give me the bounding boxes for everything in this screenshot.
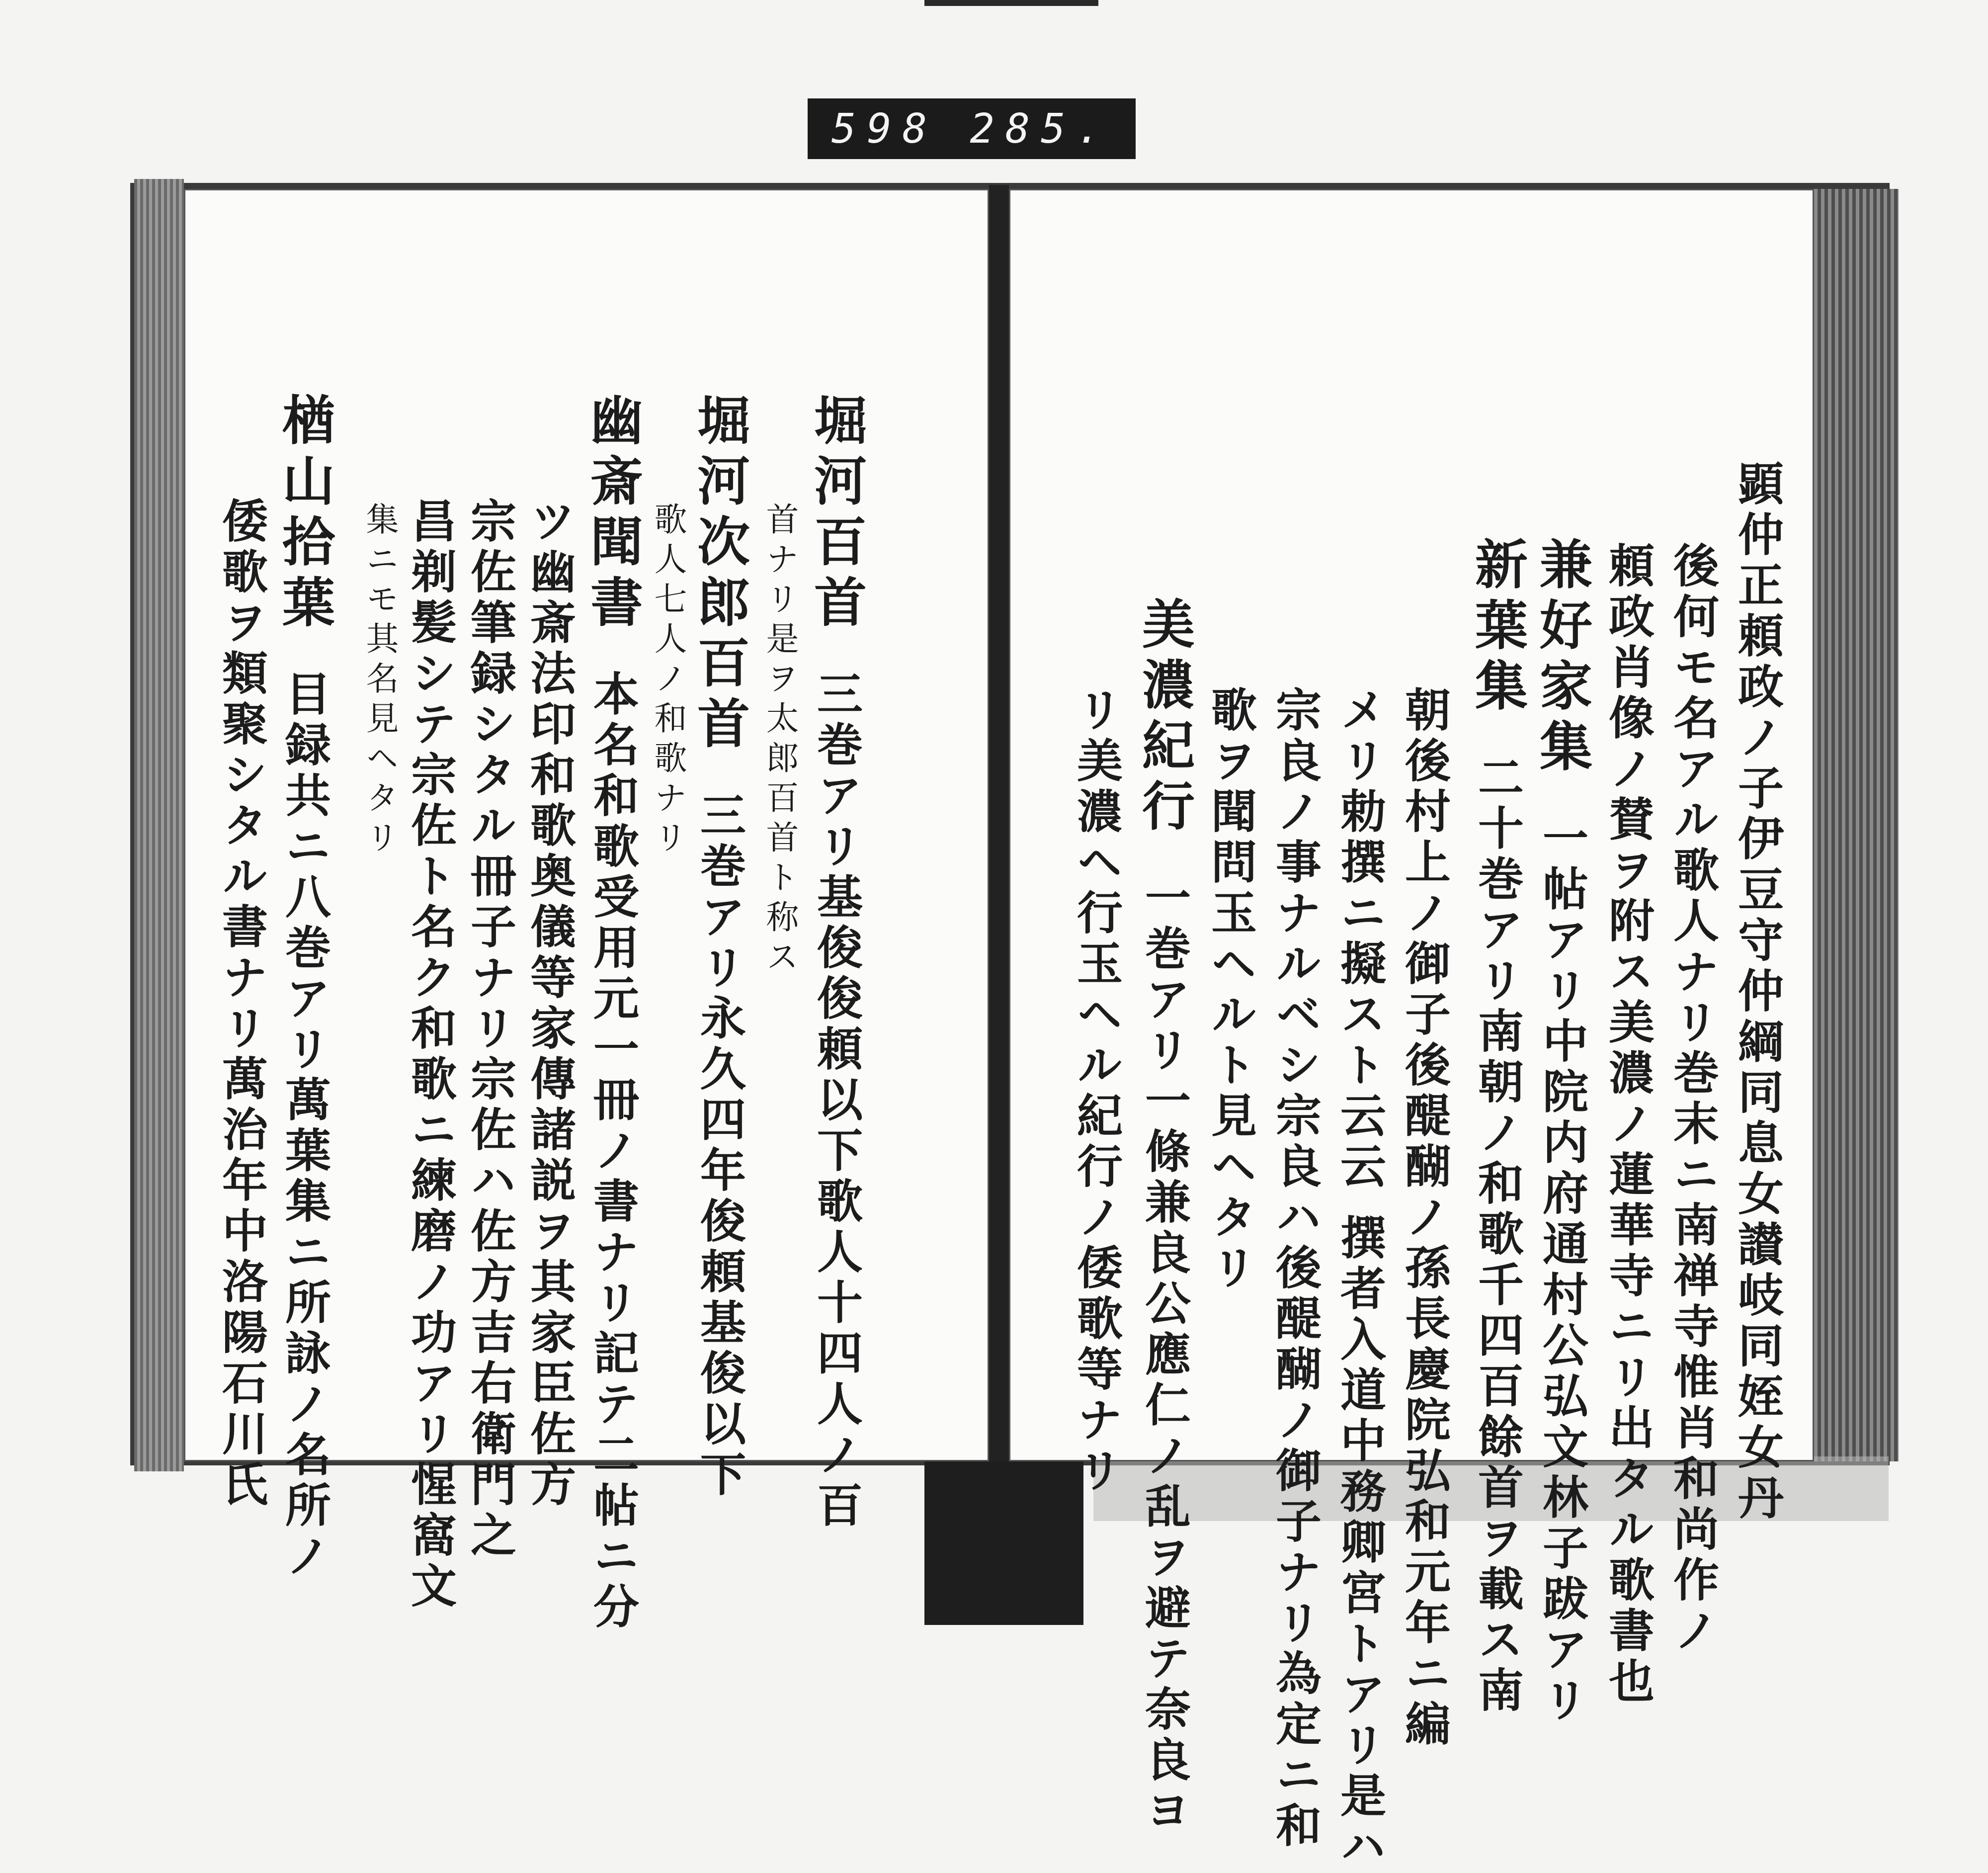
entry-yusai-kikigaki [582,393,644,1633]
entry-horikawa-hyakushu [806,393,868,1532]
text-column: 歌ヲ聞問玉ヘルト見ヘタリ [1204,686,1257,1294]
label-number-left: 598 [831,105,938,153]
right-page-edges [1814,189,1899,1461]
entry-title: 幽斎聞書 [582,393,644,635]
text-column: 昌剃髪シテ宗佐ト名ク和歌ニ練磨ノ功アリ惺窩文 [404,497,457,1613]
entry-text: 三巻アリ基俊俊頼以下歌人十四人ノ百 [810,670,863,1532]
entry-note: 集ニモ其名見ヘタリ [360,502,399,860]
entry-text: 目録共ニ八巻アリ萬葉集ニ所詠ノ名所ノ [278,670,331,1583]
entry-text: 三巻アリ永久四年俊頼基俊以下 [693,791,746,1501]
entry-title: 兼好家集 [1531,537,1593,779]
entry-note: 首ナリ是ヲ太郎百首ト称ス [760,502,799,979]
entry-shinyoshu [1467,537,1529,1717]
text-column: リ美濃ヘ行玉ヘル紀行ノ倭歌等ナリ [1070,686,1123,1497]
entry-text: 一帖アリ中院内府通村公弘文林子跋アリ [1535,814,1589,1727]
entry-narayama-shuyo [274,393,336,1583]
archive-label [808,98,1136,159]
entry-title: 堀河次郎百首 [689,393,751,757]
text-column: 宗佐筆録シタル冊子ナリ宗佐ハ佐方吉右衛門之 [463,497,517,1562]
left-page [184,189,989,1633]
entry-text: 二十巻アリ南朝ノ和歌千四百餘首ヲ載ス南 [1471,754,1524,1717]
text-column: 朝後村上ノ御子後醍醐ノ孫長慶院弘和元年ニ編 [1398,686,1451,1751]
label-number-right: 285. [970,105,1112,153]
text-column: 倭歌ヲ類聚シタル書ナリ萬治年中洛陽石川氏 [215,497,268,1511]
entry-text: 本名和歌受用元一冊ノ書ナリ記テ二帖ニ分 [586,670,640,1633]
text-column: 頼政肖像ノ賛ヲ附ス美濃ノ蓮華寺ニリ出タル歌書也 [1601,542,1655,1708]
book-gutter [989,185,1009,1467]
entry-mino-kiko [1134,596,1196,1837]
entry-title: 新葉集 [1467,537,1529,719]
text-column: ツ幽斎法印和歌奥儀等家傳諸説ヲ其家臣佐方 [523,497,577,1511]
entry-text: 一巻アリ一條兼良公應仁ノ乱ヲ避テ奈良ヨ [1138,874,1191,1837]
text-column: 後何モ名アル歌人ナリ巻末ニ南禅寺惟肖和尚作ノ [1666,542,1720,1657]
entry-title: 美濃紀行 [1134,596,1196,839]
entry-kenko-kashu [1531,537,1593,1727]
text-column: 顕仲正頼政ノ子伊豆守仲綱同息女讃岐同姪女丹 [1731,460,1784,1525]
left-page-edges [134,179,184,1471]
entry-title: 楢山拾葉 [274,393,336,635]
text-column: メリ勅撰ニ擬スト云云 撰者入道中務卿宮トアリ是ハ [1333,686,1387,1873]
entry-note: 歌人七人ノ和歌ナリ [649,502,687,860]
entry-horikawa-jiro-hyakushu [689,393,751,1501]
text-column: 宗良ノ事ナルベシ宗良ハ後醍醐ノ御子ナリ為定ニ和 [1268,686,1322,1852]
right-page [1009,189,1814,1873]
spine-bottom [924,1461,1083,1625]
entry-title: 堀河百首 [806,393,868,635]
top-clip [924,0,1098,6]
